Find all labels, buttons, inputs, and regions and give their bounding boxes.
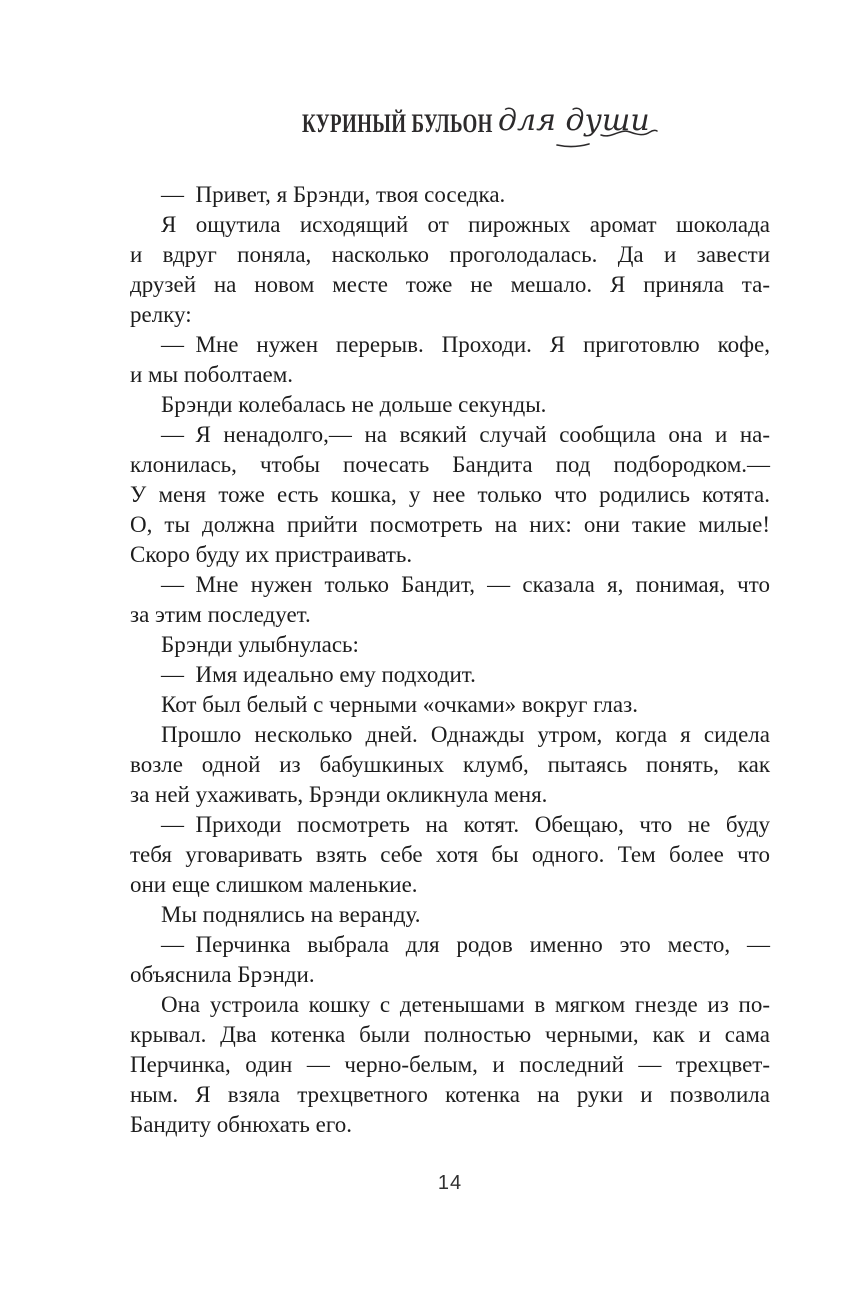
text-line: — Привет, я Брэнди, твоя соседка. bbox=[161, 182, 506, 207]
text-line: объяснила Брэнди. bbox=[130, 962, 315, 987]
text-line: за этим последует. bbox=[130, 602, 311, 627]
text-line: Брэнди колебалась не дольше секунды. bbox=[161, 392, 547, 417]
text-line: они еще слишком маленькие. bbox=[130, 872, 418, 897]
text-line: Брэнди улыбнулась: bbox=[161, 632, 359, 657]
text-line: друзей на новом месте тоже не мешало. Я приняла та- bbox=[130, 272, 770, 297]
paragraph bbox=[130, 630, 770, 660]
text-line: — Перчинка выбрала для родов именно это место, — bbox=[161, 932, 770, 957]
paragraph bbox=[130, 420, 770, 570]
text-line: крывал. Два котенка были полностью черными, как и сама bbox=[130, 1022, 770, 1047]
paragraph bbox=[130, 990, 770, 1140]
paragraph bbox=[130, 720, 770, 810]
text-line: — Мне нужен перерыв. Проходи. Я приготовлю кофе, bbox=[161, 332, 770, 357]
text-line: Прошло несколько дней. Однажды утром, когда я сидела bbox=[161, 722, 770, 747]
paragraph bbox=[130, 900, 770, 930]
text-line: — Приходи посмотреть на котят. Обещаю, что не буду bbox=[161, 812, 770, 837]
paragraph bbox=[130, 390, 770, 420]
text-line: Я ощутила исходящий от пирожных аромат шоколада bbox=[161, 212, 770, 237]
text-line: ным. Я взяла трехцветного котенка на руки и позволила bbox=[130, 1082, 770, 1107]
body-text bbox=[130, 180, 770, 1140]
paragraph bbox=[130, 180, 770, 210]
text-line: — Мне нужен только Бандит, — сказала я, понимая, что bbox=[161, 572, 770, 597]
text-line: Скоро буду их пристраивать. bbox=[130, 542, 413, 567]
text-line: О, ты должна прийти посмотреть на них: они такие милые! bbox=[130, 512, 770, 537]
paragraph bbox=[130, 810, 770, 900]
text-line: и вдруг поняла, насколько проголодалась. Да и завести bbox=[130, 242, 770, 267]
paragraph bbox=[130, 330, 770, 390]
text-line: Перчинка, один — черно-белым, и последний — трехцвет- bbox=[130, 1052, 770, 1077]
text-line: Она устроила кошку с детенышами в мягком гнезде из по- bbox=[161, 992, 770, 1017]
text-line: тебя уговаривать взять себе хотя бы одного. Тем более что bbox=[130, 842, 770, 867]
paragraph bbox=[130, 570, 770, 630]
paragraph bbox=[130, 690, 770, 720]
paragraph bbox=[130, 660, 770, 690]
text-line: Кот был белый с черными «очками» вокруг глаз. bbox=[161, 692, 638, 717]
text-line: У меня тоже есть кошка, у нее только что родились котята. bbox=[130, 482, 770, 507]
flourish-swash-icon bbox=[600, 125, 658, 141]
paragraph bbox=[130, 930, 770, 990]
text-line: клонилась, чтобы почесать Бандита под подбородком.— bbox=[130, 452, 770, 477]
text-line: Мы поднялись на веранду. bbox=[161, 902, 421, 927]
text-line: — Имя идеально ему подходит. bbox=[161, 662, 476, 687]
text-line: Бандиту обнюхать его. bbox=[130, 1112, 352, 1137]
script-underline-icon bbox=[556, 141, 590, 149]
text-line: — Я ненадолго,— на всякий случай сообщила она и на- bbox=[161, 422, 770, 447]
page-number: 14 bbox=[437, 1172, 463, 1194]
book-title-caps: КУРИНЫЙ БУЛЬОН bbox=[302, 109, 493, 138]
book-title-script: для души bbox=[498, 103, 650, 138]
text-line: возле одной из бабушкиных клумб, пытаясь понять, как bbox=[130, 752, 770, 777]
text-line: за ней ухаживать, Брэнди окликнула меня. bbox=[130, 782, 548, 807]
paragraph bbox=[130, 210, 770, 330]
text-line: релку: bbox=[130, 302, 192, 327]
text-line: и мы поболтаем. bbox=[130, 362, 294, 387]
